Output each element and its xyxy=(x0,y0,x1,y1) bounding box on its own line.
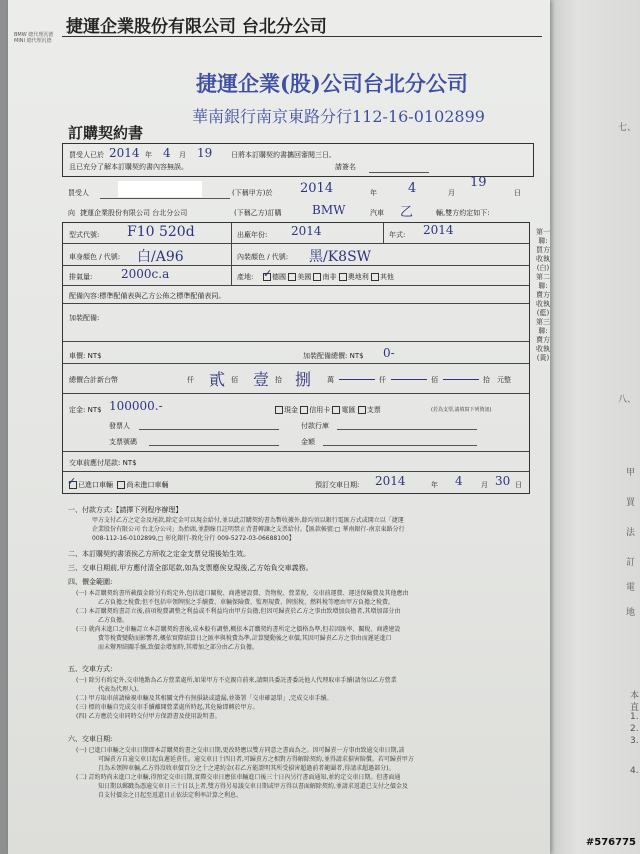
model-year: 2014 xyxy=(423,223,454,237)
term-4-heading: 四、價金範圍: xyxy=(68,578,113,586)
interior-color: 黑/K8SW xyxy=(309,249,372,265)
term-1-heading: 一、付款方式:【請擇下列程序辦理】 xyxy=(68,506,183,514)
delivery-month: 4 xyxy=(455,474,463,488)
origin-options: 德國 美國 南非 奧地利 其他 xyxy=(263,272,394,282)
origin-checkbox-other[interactable] xyxy=(371,273,379,281)
contract-page: BMW 總代理汎德 MINI 總代理汎德 捷運企業股份有限公司 台北分公司 捷運企業(股)公司台北分公司 華南銀行南京東路分行112-16-0102899 訂購契約書 買受人已於 2014 年 4 月 19 日將本訂購契約書攜回審閱三日, 且已充分了解本訂購契約書內容無誤。 請簽名 買受人 (下稱甲方)於 2014 年 4 月 19 日 向 捷運企業股份有限公司 台北分公司 (下稱乙方)訂購 BMW 汽車 乙 輛,雙方約定如下: 型式代號: F10 520d 出廠年份: 2014 年式: 2014 車身顏色 / 代號: 白/A96 內裝顏色 / 代號: 黑/K8SW 排氣量: 2000c.a 產地: 德國 美國 南非 奧地利 其他 ✓ 配備內容:標準配備表與乙方公佈之標準配備表同。 加裝配備: 車價: NT$ 加裝配備總價: NT$ 0- 總價合計新台幣 仟 貳 佰 壹 拾 捌 萬 仟 佰 拾 元整 定金: NT$ 100000.- 現金 信用卡 電匯 支票 (若為支票,請填寫下列資訊) 發票人 付款行庫 支票號碼 金額 交車前應付尾款: NT$ 已進口車輛 尚未進口車輛 ✓ 預訂交車日期: 2014 年 4 月 30 日 第一聯:買方收執(白)第二聯:賣方收執(藍)第三聯:賣方收執(黃) 一、付款方式:【請擇下列程序辦理】 甲方支付乙方之定金及尾款,除定金可以現金給付,並以此訂購契約書為暫收據外,餘均須以銀行電匯方式或開立以「捷運 企業股份有限公司 台北分公司」為抬頭,並劃線且註明禁止背書轉讓之支票給付。【匯款帳號:□ 華南銀行-南京東路分行 008-112-16-0102899,□ 彰化銀行-敦化分行 009-5272-03-06688100】 二、本訂購契約書須俟乙方所收之定金支票兌現後始生效。 三、交車日期前,甲方應付清全部尾款,如為支票應俟兌現後,乙方始負交車義務。 四、價金範圍: (一) 本訂購契約書所載價金除另有約定外,包括進口關稅、商港建設費、貨物稅、營業稅、交車前運費、運送保險費及其他應由 乙方負擔之稅費;但不包括申領牌照之手續費、車輛保險費、監理規費、牌照稅、燃料稅等應由甲方負擔之稅費。 (二) 本訂購契約書訂立後,前項稅費調整之利益或不利益均由甲方負擔,但因可歸責於乙方之事由致增加負擔者,其增加部分由 乙方負擔。 (三) 就尚未進口之車輛訂立本訂購契約書後,成本較有調整,概依本訂購契約書所定之價格為準,但若因匯率、關稅、商港建設 費等稅費變動而影響者,概依實際結算日之匯率與稅費為準,計算變動後之車價,其因可歸責乙方之事由而遲延進口 而未辦理結關手續,致價金增加時,其增加之部分由乙方負擔。 五、交車方式: (一) 除另有約定外,交車地點為乙方營業處所,如果甲方不克親自前來,請開具委託書委託他人代理取車手續(請勿以乙方營業 代表為代理人)。 (二) 甲方取車前請檢視車輛及其相關文件有無損缺或遺漏,並簽署「交車確認單」,完成交車手續。 (三) 標的車輛自完成交車手續離開營業處所時起,其危險即轉於甲方。 (四) 乙方應於交車同時交付甲方保證書及使用說明書。 六、交車日期: (一) 已進口車輛之交車日期即本訂購契約書之交車日期,更改時應以雙方同意之書面為之。因可歸責一方事由致逾交車日期,該 可歸責方自逾交車日起負遲延責任。逾交車日十四日者,可歸責方之相對方得解除契約,並得請求損害賠償。若可歸責甲方 且為未領牌車輛,乙方得沒收車價百分之十之違約金(若乙方能證明其所受損害超過前者範圍者,得請求超過部分)。 (二) 訂約時尚未進口之車輛,得預定交車日期,實際交車日應依車輛進口後三十日內另行書面通知,並約定交車日期。但書面通 知日期以郵戳為憑逾交車日三十日以上者,雙方得另易議交車日期或甲方得以書面解除契約,並請求返還已支付之價金及 自支付價金之日起至返還日止依法定利率計算之利息。 xyxy=(8,0,550,854)
order-year: 2014 xyxy=(300,181,334,196)
order-qty: 乙 xyxy=(400,205,414,220)
adjacent-text: 3. xyxy=(630,736,639,746)
total-hw-2: 壹 xyxy=(253,370,270,389)
company-header: 捷運企業股份有限公司 台北分公司 xyxy=(66,17,327,37)
delivery-year: 2014 xyxy=(375,474,406,488)
adjacent-text: 2. xyxy=(630,724,639,734)
adjacent-text: 1. xyxy=(630,712,639,722)
pay-check-checkbox[interactable] xyxy=(358,406,366,414)
adjacent-page xyxy=(548,0,640,854)
config-text: 配備內容:標準配備表與乙方公佈之標準配備表同。 xyxy=(69,292,226,300)
adjacent-text: 法 xyxy=(626,528,636,538)
order-brand: BMW xyxy=(312,203,346,217)
term-1-body: 甲方支付乙方之定金及尾款,除定金可以現金給付,並以此訂購契約書為暫收據外,餘均須以銀行電匯方式或開立以「捷運 企業股份有限公司 台北分公司」為抬頭,並劃線且註明禁止背書轉讓之支票給付。【匯款帳號:□ 華南銀行-南京東路分行 008-112-16-0102899,□ 彰化銀行-敦化分行 009-5272-03-06688100】 xyxy=(92,517,405,542)
vehicle-status: 已進口車輛 尚未進口車輛 xyxy=(69,480,168,490)
pay-wire-checkbox[interactable] xyxy=(332,406,340,414)
adjacent-text: 八、 xyxy=(618,395,637,405)
total-hw-3: 捌 xyxy=(295,370,312,389)
image-watermark: #576775 xyxy=(585,837,636,848)
document-title: 訂購契約書 xyxy=(68,124,144,142)
adjacent-text: 訂 xyxy=(626,558,636,568)
notice-day: 19 xyxy=(197,146,213,160)
buyer-notice-box: 買受人已於 2014 年 4 月 19 日將本訂購契約書攜回審閱三日, 且已充分了解本訂購契約書內容無誤。 請簽名 xyxy=(62,143,534,177)
model-code: F10 520d xyxy=(127,224,195,240)
bank-account-stamp: 華南銀行南京東路分行112-16-0102899 xyxy=(192,107,485,126)
displacement: 2000c.a xyxy=(121,267,170,281)
origin-checkbox-austria[interactable] xyxy=(339,273,347,281)
adjacent-text: 買 xyxy=(626,498,636,508)
extra-price: 0- xyxy=(383,346,395,360)
sign-label: 請簽名 xyxy=(335,163,356,171)
check-mark-icon: ✓ xyxy=(263,267,273,280)
seller-name: 捷運企業股份有限公司 台北分公司 xyxy=(80,209,188,217)
deposit-amount: 100000.- xyxy=(109,399,163,413)
check-mark-icon: ✓ xyxy=(67,475,77,488)
payment-method-options: 現金 信用卡 電匯 支票 xyxy=(275,405,381,415)
notice-year: 2014 xyxy=(109,146,140,160)
notice-month: 4 xyxy=(163,146,171,160)
brand-lines: BMW 總代理汎德 MINI 總代理汎德 xyxy=(14,32,54,44)
order-day: 19 xyxy=(470,175,487,190)
exterior-color: 白/A96 xyxy=(137,249,184,265)
total-hw-1: 貳 xyxy=(209,370,226,389)
adjacent-text: 地 xyxy=(626,608,636,618)
pay-cash-checkbox[interactable] xyxy=(275,406,283,414)
delivery-day: 30 xyxy=(495,474,511,488)
adjacent-text: 直 xyxy=(630,703,640,713)
company-stamp: 捷運企業(股)公司台北分公司 xyxy=(196,71,468,96)
adjacent-text: 4. xyxy=(630,766,639,776)
copy-distribution-note: 第一聯:買方收執(白)第二聯:賣方收執(藍)第三聯:賣方收執(黃) xyxy=(536,228,550,362)
order-month: 4 xyxy=(408,181,417,196)
adjacent-text: 七、 xyxy=(618,123,637,133)
not-imported-checkbox[interactable] xyxy=(117,481,125,489)
adjacent-text: 本 xyxy=(630,691,640,701)
adjacent-text: 電 xyxy=(626,583,636,593)
mfg-year: 2014 xyxy=(291,224,322,238)
order-form-table: 型式代號: F10 520d 出廠年份: 2014 年式: 2014 車身顏色 / 代號: 白/A96 內裝顏色 / 代號: 黑/K8SW 排氣量: 2000c.a 產地: 德國 美國 南非 奧地利 其他 ✓ 配備內容:標準配備表與乙方公佈之標準配備表同。 加裝配備: 車價: NT$ 加裝配備總價: NT$ 0- 總價合計新台幣 仟 貳 佰 壹 拾 捌 萬 仟 佰 拾 元整 定金: NT$ 100000.- 現金 信用卡 電匯 支票 (若為支票,請填寫下列資訊) 發票人 付款行庫 支票號碼 金額 交車前應付尾款: NT$ 已進口車輛 尚未進口車輛 ✓ 預訂交車日期: 2014 年 4 月 30 日 xyxy=(62,222,530,494)
term-5-body: (一) 除另有約定外,交車地點為乙方營業處所,如果甲方不克親自前來,請開具委託書委託他人代理取車手續(請勿以乙方營業 代表為代理人)。 (二) 甲方取車前請檢視車輛及其相關文件有無損缺或遺漏,並簽署「交車確認單」,完成交車手續。 (三) 標的車輛自完成交車手續離開營業處所時起,其危險即轉於甲方。 (四) 乙方應於交車同時交付甲方保證書及使用說明書。 xyxy=(76,677,397,720)
term-4-body: (一) 本訂購契約書所載價金除另有約定外,包括進口關稅、商港建設費、貨物稅、營業稅、交車前運費、運送保險費及其他應由 乙方負擔之稅費;但不包括申領牌照之手續費、車輛保險費、監理規費、牌照稅、燃料稅等應由甲方負擔之稅費。 (二) 本訂購契約書訂立後,前項稅費調整之利益或不利益均由甲方負擔,但因可歸責於乙方之事由致增加負擔者,其增加部分由 乙方負擔。 (三) 就尚未進口之車輛訂立本訂購契約書後,成本較有調整,概依本訂購契約書所定之價格為準,但若因匯率、關稅、商港建設 費等稅費變動而影響者,概依實際結算日之匯率與稅費為準,計算變動後之車價,其因可歸責乙方之事由而遲延進口 而未辦理結關手續,致價金增加時,其增加之部分由乙方負擔。 xyxy=(76,590,409,651)
term-6-body: (一) 已進口車輛之交車日期即本訂購契約書之交車日期,更改時應以雙方同意之書面為之。因可歸責一方事由致逾交車日期,該 可歸責方自逾交車日起負遲延責任。逾交車日十四日者,可歸責方之相對方得解除契約,並得請求損害賠償。若可歸責甲方 且為未領牌車輛,乙方得沒收車價百分之十之違約金(若乙方能證明其所受損害超過前者範圍者,得請求超過部分)。 (二) 訂約時尚未進口之車輛,得預定交車日期,實際交車日應依車輛進口後三十日內另行書面通知,並約定交車日期。但書面通 知日期以郵戳為憑逾交車日三十日以上者,雙方得另易議交車日期或甲方得以書面解除契約,並請求返還已支付之價金及 自支付價金之日起至返還日止依法定利率計算之利息。 xyxy=(76,747,414,799)
term-3: 三、交車日期前,甲方應付清全部尾款,如為支票應俟兌現後,乙方始負交車義務。 xyxy=(68,564,313,572)
origin-checkbox-south-africa[interactable] xyxy=(313,273,321,281)
term-6-heading: 六、交車日期: xyxy=(68,735,113,743)
term-2: 二、本訂購契約書須俟乙方所收之定金支票兌現後始生效。 xyxy=(68,550,250,558)
term-5-heading: 五、交車方式: xyxy=(68,665,113,673)
redacted-buyer-name xyxy=(118,181,202,197)
adjacent-text: 甲 xyxy=(626,468,636,478)
origin-checkbox-usa[interactable] xyxy=(288,273,296,281)
pay-card-checkbox[interactable] xyxy=(300,406,308,414)
